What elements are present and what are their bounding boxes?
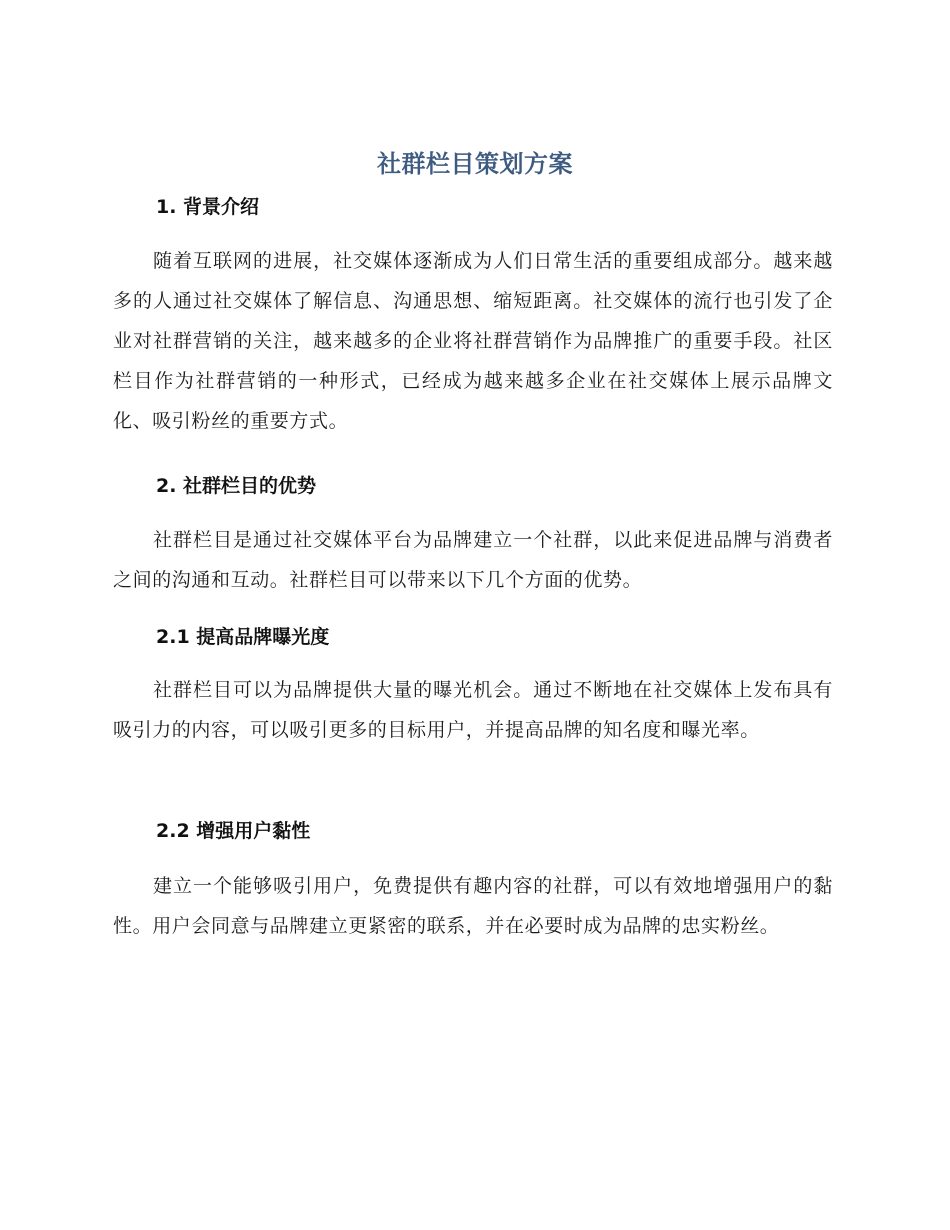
document-title: 社群栏目策划方案 <box>377 150 573 178</box>
section-paragraph-advantages: 社群栏目是通过社交媒体平台为品牌建立一个社群，以此来促进品牌与消费者之间的沟通和互动。社群栏目可以带来以下几个方面的优势。 <box>113 529 833 591</box>
section-heading-advantages: 2. 社群栏目的优势 <box>156 475 317 497</box>
section-heading-background: 1. 背景介绍 <box>156 196 260 218</box>
section-paragraph-stickiness: 建立一个能够吸引用户，免费提供有趣内容的社群，可以有效地增强用户的黏性。用户会同意与品牌建立更紧密的联系，并在必要时成为品牌的忠实粉丝。 <box>113 875 833 937</box>
section-paragraph-exposure: 社群栏目可以为品牌提供大量的曝光机会。通过不断地在社交媒体上发布具有吸引力的内容，可以吸引更多的目标用户，并提高品牌的知名度和曝光率。 <box>113 679 833 741</box>
section-heading-stickiness: 2.2 增强用户黏性 <box>156 820 311 842</box>
section-paragraph-background: 随着互联网的进展，社交媒体逐渐成为人们日常生活的重要组成部分。越来越多的人通过社交媒体了解信息、沟通思想、缩短距离。社交媒体的流行也引发了企业对社群营销的关注，越来越多的企业将社群营销作为品牌推广的重要手段。社区栏目作为社群营销的一种形式，已经成为越来越多企业在社交媒体上展示品牌文化、吸引粉丝的重要方式。 <box>113 250 833 432</box>
section-heading-exposure: 2.1 提高品牌曝光度 <box>156 626 330 648</box>
